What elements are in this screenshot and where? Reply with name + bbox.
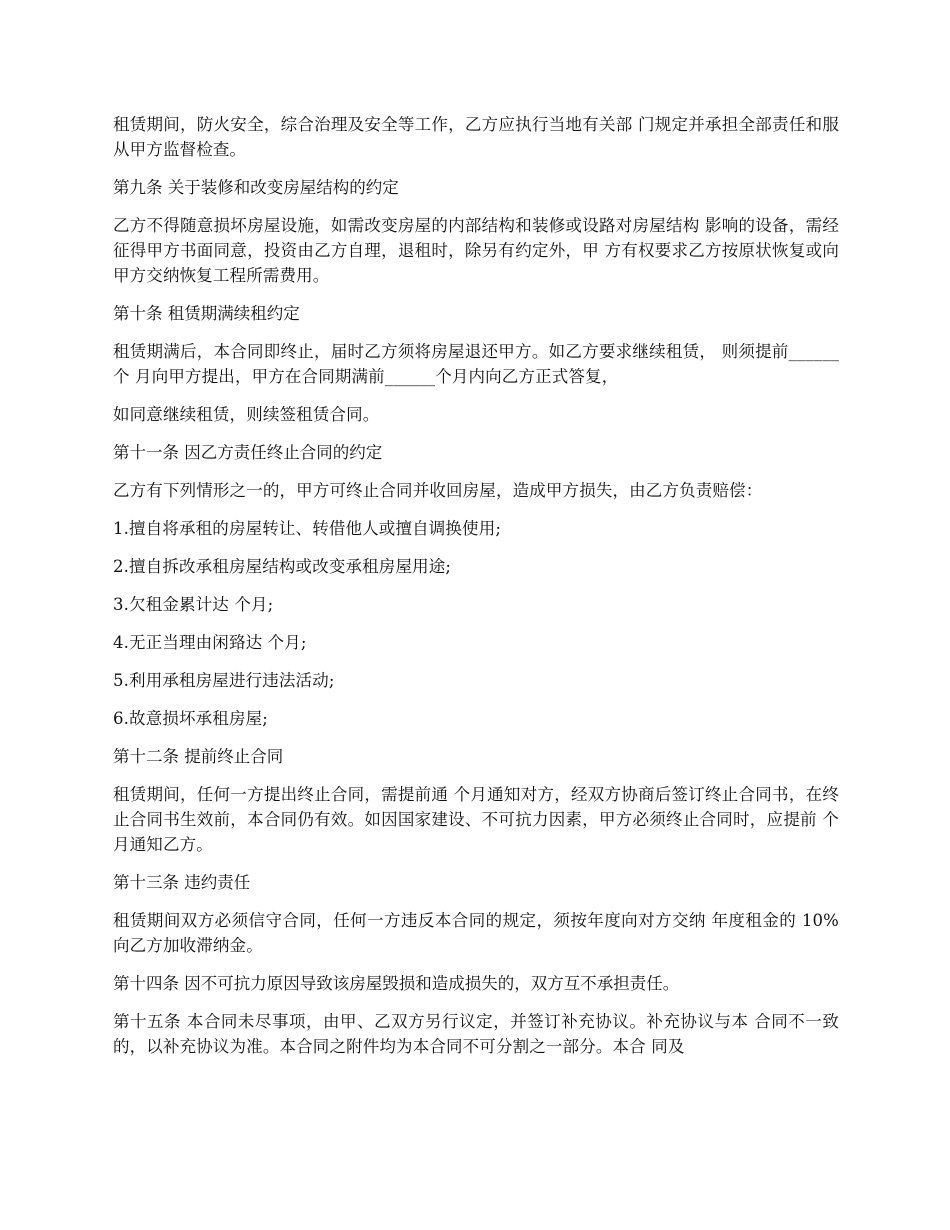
list-item-4: 4.无正当理由闲臵达 个月; [113,633,307,652]
paragraph-renewal-continued: 如同意继续租赁，则续签租赁合同。 [113,405,380,424]
list-item-5: 5.利用承租房屋进行违法活动; [113,671,335,690]
heading-article-13: 第十三条 违约责任 [113,873,251,892]
paragraph-renovation: 乙方不得随意损坏房屋设施，如需改变房屋的内部结构和装修或设路对房屋结构 影响的设备，需经征得甲方书面同意，投资由乙方自理，退租时，除另有约定外，甲 方有权要求乙方按原状恢复或向甲方交纳恢复工程所需费用。 [113,216,839,285]
heading-article-9: 第九条 关于装修和改变房屋结构的约定 [113,178,399,197]
heading-article-14: 第十四条 因不可抗力原因导致该房屋毁损和造成损失的，双方互不承担责任。 [113,974,680,993]
heading-article-12: 第十二条 提前终止合同 [113,747,284,766]
paragraph-fire-safety: 租赁期间，防火安全，综合治理及安全等工作，乙方应执行当地有关部 门规定并承担全部责任和服从甲方监督检查。 [113,115,839,159]
paragraph-article-15: 第十五条 本合同未尽事项，由甲、乙双方另行议定，并签订补充协议。补充协议与本 合同不一致的，以补充协议为准。本合同之附件均为本合同不可分割之一部分。本合 同及 [113,1012,839,1056]
paragraph-termination-conditions: 乙方有下列情形之一的，甲方可终止合同并收回房屋，造成甲方损失，由乙方负责赔偿： [113,481,763,500]
list-item-2: 2.擅自拆改承租房屋结构或改变承租房屋用途; [113,557,452,576]
heading-article-11: 第十一条 因乙方责任终止合同的约定 [113,443,383,462]
paragraph-renewal: 租赁期满后，本合同即终止，届时乙方须将房屋退还甲方。如乙方要求继续租赁， 则须提前______个 月向甲方提出，甲方在合同期满前______个月内向乙方正式答复， [113,342,839,386]
list-item-1: 1.擅自将承租的房屋转让、转借他人或擅自调换使用; [113,519,502,538]
list-item-6: 6.故意损坏承租房屋; [113,709,268,728]
paragraph-breach: 租赁期间双方必须信守合同，任何一方违反本合同的规定，须按年度向对方交纳 年度租金的 10%向乙方加收滞纳金。 [113,911,839,955]
paragraph-early-termination: 租赁期间，任何一方提出终止合同，需提前通 个月通知对方，经双方协商后签订终止合同书，在终止合同书生效前，本合同仍有效。如因国家建设、不可抗力因素，甲方必须终止合同时，应提前 个月通知乙方。 [113,785,839,854]
heading-article-10: 第十条 租赁期满续租约定 [113,304,300,323]
list-item-3: 3.欠租金累计达 个月; [113,595,274,614]
document-body [113,112,839,1072]
